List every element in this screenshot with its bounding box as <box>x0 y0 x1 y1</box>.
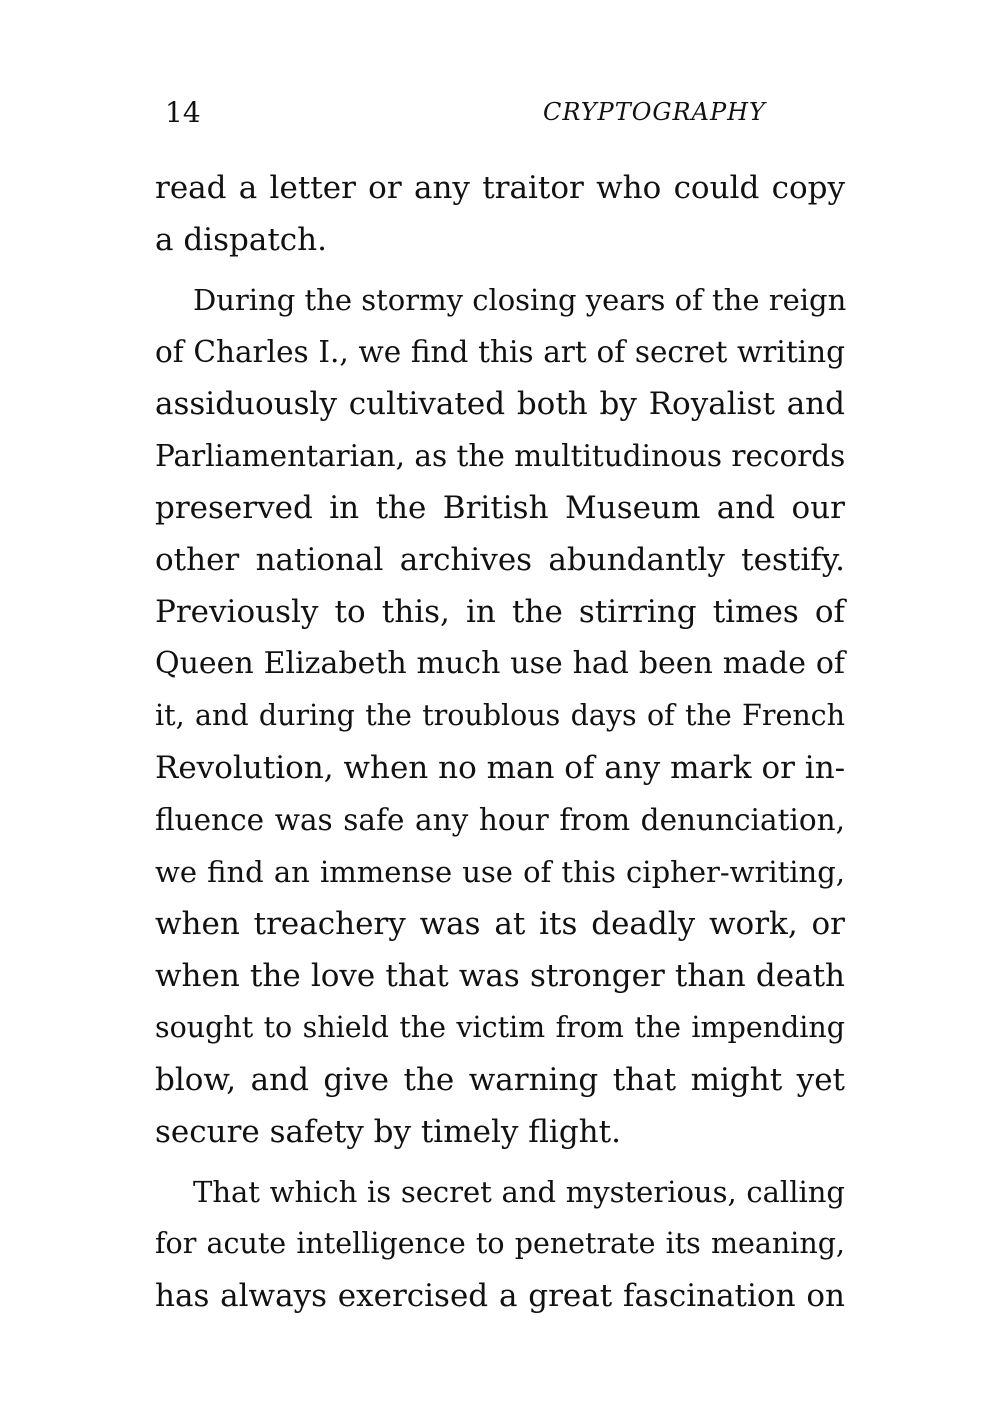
text-line: preserved in the British Museum and our <box>155 490 845 526</box>
paragraph <box>155 1166 845 1322</box>
text-line: it, and during the troublous days of the French <box>155 699 845 732</box>
text-line: blow, and give the warning that might yet <box>155 1062 845 1098</box>
text-line: of Charles I., we find this art of secret writing <box>155 335 845 369</box>
text-line: we find an immense use of this cipher-writing, <box>155 855 845 889</box>
text-line: a dispatch. <box>155 222 327 258</box>
text-line: Parliamentarian, as the multitudinous records <box>155 439 846 473</box>
text-line: During the stormy closing years of the reign <box>193 283 847 317</box>
text-line: secure safety by timely flight. <box>155 1114 621 1150</box>
text-line: Previously to this, in the stirring times of <box>155 594 845 630</box>
body-text <box>155 162 845 1322</box>
text-line: when treachery was at its deadly work, or <box>155 906 845 942</box>
text-line: That which is secret and mysterious, calling <box>193 1175 845 1209</box>
page-header <box>165 96 855 136</box>
text-line: sought to shield the victim from the impending <box>155 1011 845 1044</box>
text-line: fluence was safe any hour from denunciation, <box>155 803 845 837</box>
page-number: 14 <box>165 96 201 129</box>
text-line: Queen Elizabeth much use had been made of <box>155 646 845 681</box>
paragraph <box>155 274 845 1158</box>
text-line: Revolution, when no man of any mark or in- <box>155 750 846 786</box>
text-line: when the love that was stronger than death <box>155 958 845 994</box>
paragraph <box>155 162 845 266</box>
text-line: read a letter or any traitor who could copy <box>155 170 845 206</box>
text-line: assiduously cultivated both by Royalist and <box>155 386 845 422</box>
text-line: has always exercised a great fascination on <box>155 1278 845 1314</box>
text-line: for acute intelligence to penetrate its meaning, <box>155 1227 845 1260</box>
running-head: CRYPTOGRAPHY <box>543 98 766 126</box>
text-line: other national archives abundantly testify. <box>155 542 845 578</box>
